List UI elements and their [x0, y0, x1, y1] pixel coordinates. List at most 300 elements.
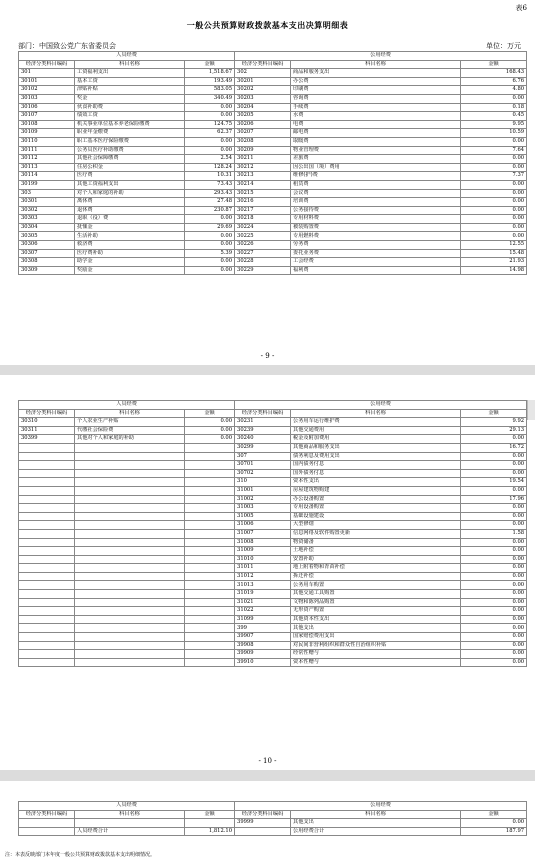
- code-cell: 30212: [235, 163, 291, 172]
- code-cell: 30307: [19, 249, 75, 258]
- amount-cell: 0.00: [461, 641, 527, 650]
- name-cell: 专用设备购置: [291, 504, 461, 513]
- table-row: [19, 658, 527, 667]
- name-cell: [75, 529, 185, 538]
- col-header-code: 经济分类科目编码: [19, 409, 75, 418]
- name-cell: 生活补助: [75, 232, 185, 241]
- amount-cell: 0.00: [461, 232, 527, 241]
- amount-cell: 10.31: [185, 172, 235, 181]
- amount-cell: 0.00: [461, 819, 527, 828]
- name-cell: [75, 819, 185, 828]
- code-cell: 30229: [235, 266, 291, 275]
- name-cell: 对个人和家庭的补助: [75, 189, 185, 198]
- table-row: [19, 461, 527, 470]
- code-cell: 31009: [235, 547, 291, 556]
- code-cell: 30225: [235, 232, 291, 241]
- name-cell: [75, 461, 185, 470]
- code-cell: [19, 564, 75, 573]
- amount-cell: 10.59: [461, 129, 527, 138]
- code-cell: 30201: [235, 77, 291, 86]
- name-cell: [75, 598, 185, 607]
- name-cell: 资本性赠与: [291, 658, 461, 667]
- amount-cell: 0.00: [185, 418, 235, 427]
- code-cell: 39999: [235, 819, 291, 828]
- code-cell: 31006: [235, 521, 291, 530]
- group-header-public: 公用经费: [235, 802, 527, 811]
- table-row: [19, 258, 527, 267]
- col-header-amount: 金额: [461, 60, 527, 69]
- name-cell: 劳务费: [291, 241, 461, 250]
- name-cell: [75, 633, 185, 642]
- code-cell: 30203: [235, 94, 291, 103]
- table-row: [19, 607, 527, 616]
- amount-cell: 0.00: [461, 564, 527, 573]
- amount-cell: 0.00: [461, 650, 527, 659]
- amount-cell: [185, 452, 235, 461]
- group-header-public: 公用经费: [235, 401, 527, 410]
- name-cell: 其他社会保障缴费: [75, 155, 185, 164]
- amount-cell: 1,812.10: [185, 827, 235, 836]
- amount-cell: [185, 641, 235, 650]
- amount-cell: 73.43: [185, 180, 235, 189]
- name-cell: [75, 641, 185, 650]
- name-cell: 委托业务费: [291, 249, 461, 258]
- code-cell: 30108: [19, 120, 75, 129]
- amount-cell: 9.92: [461, 418, 527, 427]
- amount-cell: 0.00: [461, 94, 527, 103]
- name-cell: 绩效工资: [75, 112, 185, 121]
- code-cell: [19, 478, 75, 487]
- amount-cell: 168.43: [461, 69, 527, 78]
- table-row: [19, 624, 527, 633]
- amount-cell: [185, 461, 235, 470]
- amount-cell: [185, 486, 235, 495]
- col-header-name: 科目名称: [291, 810, 461, 819]
- group-header-personnel: 人员经费: [19, 401, 235, 410]
- code-cell: [19, 827, 75, 836]
- code-cell: 30206: [235, 120, 291, 129]
- amount-cell: 0.00: [461, 223, 527, 232]
- amount-cell: 0.00: [461, 512, 527, 521]
- table-row: [19, 819, 527, 828]
- name-cell: 国内债务付息: [291, 461, 461, 470]
- code-cell: 31012: [235, 572, 291, 581]
- name-cell: 办公费: [291, 77, 461, 86]
- col-header-name: 科目名称: [75, 810, 185, 819]
- amount-cell: 0.00: [185, 215, 235, 224]
- name-cell: [75, 469, 185, 478]
- code-cell: 30217: [235, 206, 291, 215]
- name-cell: 工资福利支出: [75, 69, 185, 78]
- table-number: 表6: [515, 4, 527, 12]
- code-cell: 30226: [235, 241, 291, 250]
- page-2: [0, 375, 535, 770]
- code-cell: 30109: [19, 129, 75, 138]
- name-cell: 对民间非营利组织和群众性自治组织补贴: [291, 641, 461, 650]
- name-cell: 资本性支出: [291, 478, 461, 487]
- code-cell: 31003: [235, 504, 291, 513]
- amount-cell: 0.00: [461, 615, 527, 624]
- code-cell: 30228: [235, 258, 291, 267]
- amount-cell: [185, 538, 235, 547]
- col-header-amount: 金额: [185, 60, 235, 69]
- table-row: [19, 215, 527, 224]
- table-row: [19, 564, 527, 573]
- code-cell: 31010: [235, 555, 291, 564]
- table-row: [19, 547, 527, 556]
- name-cell: 差旅费: [291, 155, 461, 164]
- name-cell: [75, 512, 185, 521]
- name-cell: 地上附着物和青苗补偿: [291, 564, 461, 573]
- name-cell: 国外债务付息: [291, 469, 461, 478]
- table-row: [19, 129, 527, 138]
- amount-cell: 62.37: [185, 129, 235, 138]
- code-cell: 30204: [235, 103, 291, 112]
- code-cell: 30702: [235, 469, 291, 478]
- code-cell: 30103: [19, 94, 75, 103]
- code-cell: 30218: [235, 215, 291, 224]
- col-header-amount: 金额: [461, 409, 527, 418]
- table-row: [19, 120, 527, 129]
- name-cell: 印刷费: [291, 86, 461, 95]
- col-header-code: 经济分类科目编码: [235, 409, 291, 418]
- amount-cell: [185, 633, 235, 642]
- page-3: [0, 781, 535, 861]
- code-cell: 31002: [235, 495, 291, 504]
- name-cell: 医疗费: [75, 172, 185, 181]
- amount-cell: [185, 521, 235, 530]
- amount-cell: 0.00: [185, 258, 235, 267]
- code-cell: 30211: [235, 155, 291, 164]
- table-row: [19, 581, 527, 590]
- code-cell: [19, 461, 75, 470]
- table-row: [19, 206, 527, 215]
- name-cell: [75, 607, 185, 616]
- code-cell: [19, 641, 75, 650]
- page-number: - 9 -: [260, 352, 275, 360]
- code-cell: 30311: [19, 426, 75, 435]
- col-header-code: 经济分类科目编码: [235, 810, 291, 819]
- name-cell: [75, 572, 185, 581]
- code-cell: 399: [235, 624, 291, 633]
- col-header-code: 经济分类科目编码: [19, 810, 75, 819]
- code-cell: [19, 598, 75, 607]
- code-cell: 30205: [235, 112, 291, 121]
- name-cell: [75, 452, 185, 461]
- table-row: [19, 241, 527, 250]
- code-cell: 30399: [19, 435, 75, 444]
- name-cell: 离休费: [75, 198, 185, 207]
- table-row: [19, 469, 527, 478]
- amount-cell: 7.37: [461, 172, 527, 181]
- amount-cell: 0.00: [185, 103, 235, 112]
- name-cell: 国家赔偿费用支出: [291, 633, 461, 642]
- amount-cell: 29.13: [461, 426, 527, 435]
- amount-cell: 0.00: [185, 435, 235, 444]
- amount-cell: [185, 598, 235, 607]
- name-cell: 公务接待费: [291, 206, 461, 215]
- table-row: [19, 633, 527, 642]
- amount-cell: 0.00: [461, 198, 527, 207]
- name-cell: 安置补助: [291, 555, 461, 564]
- code-cell: [19, 486, 75, 495]
- amount-cell: 27.48: [185, 198, 235, 207]
- code-cell: [19, 538, 75, 547]
- code-cell: 30308: [19, 258, 75, 267]
- amount-cell: 124.75: [185, 120, 235, 129]
- amount-cell: 0.45: [461, 112, 527, 121]
- name-cell: 机关事业单位基本养老保险缴费: [75, 120, 185, 129]
- amount-cell: 230.87: [185, 206, 235, 215]
- code-cell: 30114: [19, 172, 75, 181]
- name-cell: 其他支出: [291, 819, 461, 828]
- amount-cell: [185, 650, 235, 659]
- group-header-public: 公用经费: [235, 52, 527, 61]
- amount-cell: 2.54: [185, 155, 235, 164]
- amount-cell: 0.00: [461, 590, 527, 599]
- col-header-amount: 金额: [185, 810, 235, 819]
- table-row: [19, 180, 527, 189]
- name-cell: 医疗费补助: [75, 249, 185, 258]
- table-row: [19, 189, 527, 198]
- name-cell: 公用经费合计: [291, 827, 461, 836]
- name-cell: 税金及附加费用: [291, 435, 461, 444]
- amount-cell: 21.93: [461, 258, 527, 267]
- name-cell: 其他交通费用: [291, 426, 461, 435]
- amount-cell: 15.48: [461, 249, 527, 258]
- name-cell: [75, 495, 185, 504]
- name-cell: 退职（役）费: [75, 215, 185, 224]
- amount-cell: 0.00: [185, 426, 235, 435]
- table-row: [19, 521, 527, 530]
- name-cell: [75, 504, 185, 513]
- table-row: [19, 426, 527, 435]
- name-cell: 拆迁补偿: [291, 572, 461, 581]
- table-row: [19, 512, 527, 521]
- name-cell: 培训费: [291, 198, 461, 207]
- amount-cell: 293.43: [185, 189, 235, 198]
- amount-cell: 6.76: [461, 77, 527, 86]
- col-header-code: 经济分类科目编码: [235, 60, 291, 69]
- name-cell: 被装购置费: [291, 223, 461, 232]
- table-row: [19, 146, 527, 155]
- amount-cell: [185, 564, 235, 573]
- table-row: [19, 163, 527, 172]
- name-cell: 奖励金: [75, 266, 185, 275]
- amount-cell: 9.95: [461, 120, 527, 129]
- code-cell: 30107: [19, 112, 75, 121]
- code-cell: 30301: [19, 198, 75, 207]
- name-cell: 手续费: [291, 103, 461, 112]
- code-cell: 310: [235, 478, 291, 487]
- table-row: [19, 198, 527, 207]
- code-cell: 39910: [235, 658, 291, 667]
- name-cell: 其他交通工具购置: [291, 590, 461, 599]
- amount-cell: 0.00: [185, 266, 235, 275]
- amount-cell: 128.24: [185, 163, 235, 172]
- department-label: 部门：中国致公党广东省委员会: [18, 42, 116, 50]
- code-cell: [19, 650, 75, 659]
- name-cell: 个人农业生产补贴: [75, 418, 185, 427]
- name-cell: 奖金: [75, 94, 185, 103]
- amount-cell: [185, 581, 235, 590]
- code-cell: [19, 624, 75, 633]
- table-row: [19, 112, 527, 121]
- code-cell: 30110: [19, 137, 75, 146]
- name-cell: 其他对个人和家庭的补助: [75, 435, 185, 444]
- page-number: - 10 -: [258, 757, 277, 765]
- code-cell: [19, 504, 75, 513]
- code-cell: 31019: [235, 590, 291, 599]
- amount-cell: 0.00: [461, 206, 527, 215]
- name-cell: 租赁费: [291, 180, 461, 189]
- code-cell: 301: [19, 69, 75, 78]
- code-cell: 30310: [19, 418, 75, 427]
- amount-cell: 1,518.67: [185, 69, 235, 78]
- code-cell: 39908: [235, 641, 291, 650]
- code-cell: [19, 469, 75, 478]
- code-cell: 31022: [235, 607, 291, 616]
- name-cell: 会议费: [291, 189, 461, 198]
- name-cell: 其他商品和服务支出: [291, 443, 461, 452]
- name-cell: 商品和服务支出: [291, 69, 461, 78]
- name-cell: 无形资产购置: [291, 607, 461, 616]
- amount-cell: 0.00: [461, 461, 527, 470]
- amount-cell: 5.39: [185, 249, 235, 258]
- amount-cell: [185, 590, 235, 599]
- amount-cell: [185, 624, 235, 633]
- table-row: [19, 418, 527, 427]
- name-cell: 专用燃料费: [291, 232, 461, 241]
- amount-cell: [185, 504, 235, 513]
- table-row: [19, 249, 527, 258]
- table-row: [19, 103, 527, 112]
- table-row: [19, 172, 527, 181]
- table-row: [19, 69, 527, 78]
- amount-cell: 0.00: [461, 555, 527, 564]
- code-cell: 30111: [19, 146, 75, 155]
- table-row: [19, 538, 527, 547]
- amount-cell: 0.00: [185, 241, 235, 250]
- code-cell: [19, 495, 75, 504]
- name-cell: 公务用车购置: [291, 581, 461, 590]
- code-cell: 30113: [19, 163, 75, 172]
- code-cell: 30239: [235, 426, 291, 435]
- amount-cell: [185, 555, 235, 564]
- code-cell: 31021: [235, 598, 291, 607]
- name-cell: [75, 564, 185, 573]
- amount-cell: 0.00: [185, 137, 235, 146]
- name-cell: [75, 658, 185, 667]
- code-cell: 31007: [235, 529, 291, 538]
- amount-cell: 1.58: [461, 529, 527, 538]
- amount-cell: 0.00: [461, 215, 527, 224]
- code-cell: 303: [19, 189, 75, 198]
- amount-cell: 19.54: [461, 478, 527, 487]
- name-cell: 救济费: [75, 241, 185, 250]
- code-cell: 30199: [19, 180, 75, 189]
- name-cell: 代缴社会保险费: [75, 426, 185, 435]
- name-cell: [75, 650, 185, 659]
- amount-cell: 17.96: [461, 495, 527, 504]
- scrollbar-edge[interactable]: [527, 400, 535, 420]
- name-cell: 办公设备购置: [291, 495, 461, 504]
- code-cell: [19, 555, 75, 564]
- col-header-amount: 金额: [185, 409, 235, 418]
- amount-cell: 0.00: [461, 521, 527, 530]
- code-cell: [19, 607, 75, 616]
- name-cell: [75, 443, 185, 452]
- expenditure-table-3: [18, 801, 527, 836]
- code-cell: [19, 581, 75, 590]
- amount-cell: 4.80: [461, 86, 527, 95]
- table-row: [19, 529, 527, 538]
- code-cell: [19, 452, 75, 461]
- code-cell: 307: [235, 452, 291, 461]
- code-cell: [19, 521, 75, 530]
- name-cell: 津贴补贴: [75, 86, 185, 95]
- col-header-name: 科目名称: [75, 60, 185, 69]
- code-cell: [19, 590, 75, 599]
- name-cell: [75, 590, 185, 599]
- table-row: [19, 615, 527, 624]
- name-cell: 其他支出: [291, 624, 461, 633]
- name-cell: 福利费: [291, 266, 461, 275]
- amount-cell: 0.00: [461, 435, 527, 444]
- amount-cell: 29.69: [185, 223, 235, 232]
- amount-cell: 187.97: [461, 827, 527, 836]
- expenditure-table-2: [18, 400, 527, 667]
- name-cell: 公务用车运行维护费: [291, 418, 461, 427]
- name-cell: 抚恤金: [75, 223, 185, 232]
- code-cell: [19, 658, 75, 667]
- name-cell: [75, 547, 185, 556]
- amount-cell: 340.49: [185, 94, 235, 103]
- code-cell: 30299: [235, 443, 291, 452]
- code-cell: 30207: [235, 129, 291, 138]
- amount-cell: [185, 529, 235, 538]
- table-row: [19, 495, 527, 504]
- amount-cell: 0.00: [461, 163, 527, 172]
- table-row: [19, 223, 527, 232]
- code-cell: 30208: [235, 137, 291, 146]
- amount-cell: [185, 572, 235, 581]
- amount-cell: 0.00: [185, 112, 235, 121]
- name-cell: 职工基本医疗保险缴费: [75, 137, 185, 146]
- code-cell: [235, 827, 291, 836]
- table-row: [19, 452, 527, 461]
- group-header-personnel: 人员经费: [19, 52, 235, 61]
- name-cell: 文物和陈列品购置: [291, 598, 461, 607]
- code-cell: 30306: [19, 241, 75, 250]
- table-row: [19, 232, 527, 241]
- code-cell: 30106: [19, 103, 75, 112]
- code-cell: 31008: [235, 538, 291, 547]
- group-header-personnel: 人员经费: [19, 802, 235, 811]
- amount-cell: 0.00: [461, 137, 527, 146]
- amount-cell: [185, 512, 235, 521]
- name-cell: 住房公积金: [75, 163, 185, 172]
- code-cell: [19, 547, 75, 556]
- table-row: [19, 137, 527, 146]
- table-row: [19, 504, 527, 513]
- name-cell: 大型修缮: [291, 521, 461, 530]
- name-cell: 信息网络及软件购置更新: [291, 529, 461, 538]
- code-cell: 30303: [19, 215, 75, 224]
- code-cell: 30101: [19, 77, 75, 86]
- table-row: [19, 598, 527, 607]
- amount-cell: [185, 443, 235, 452]
